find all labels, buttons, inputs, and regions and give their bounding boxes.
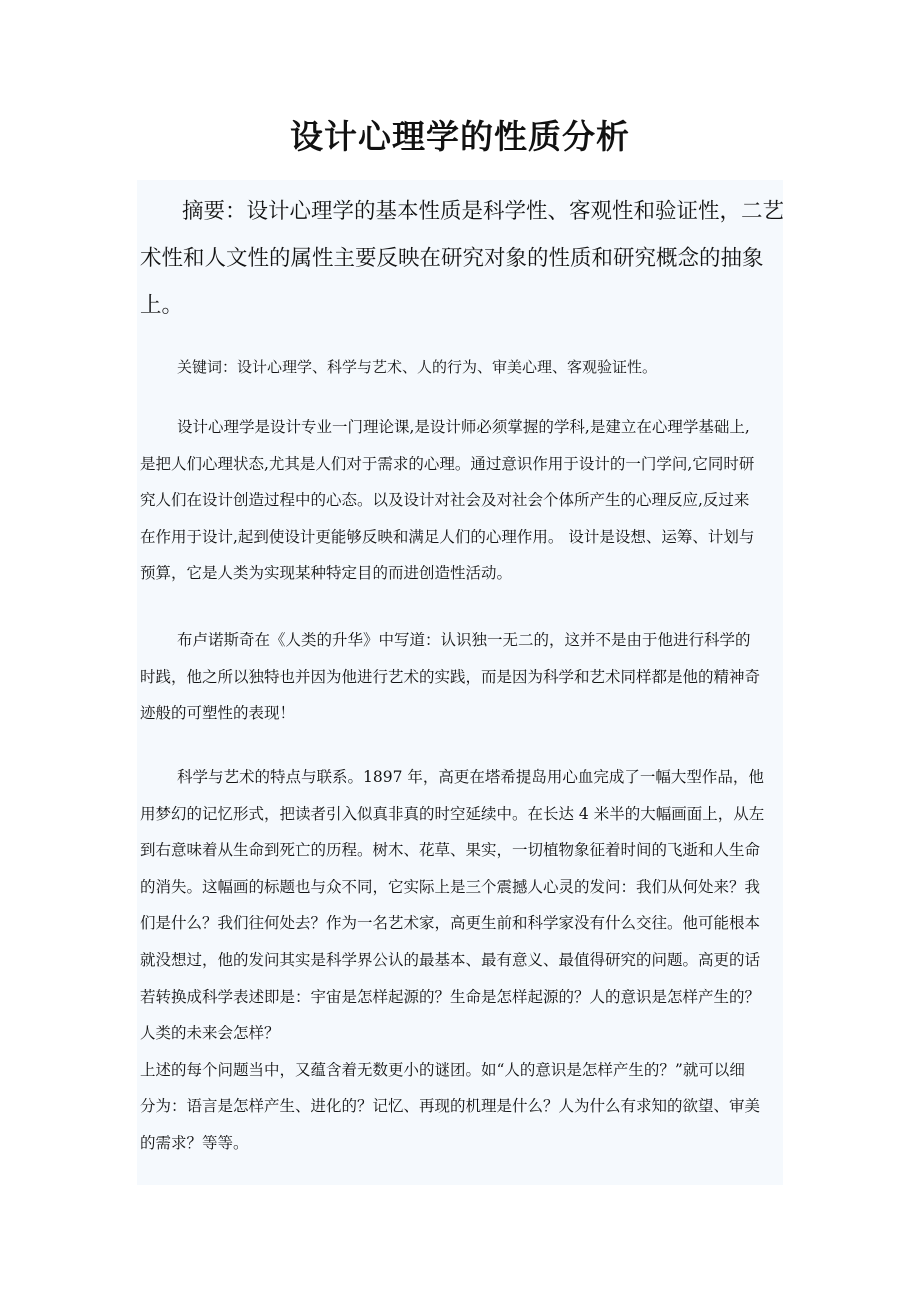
paragraph-line: 们是什么？我们往何处去？作为一名艺术家，高更生前和科学家没有什么交往。他可能根本 (140, 914, 761, 933)
paragraph-line: 就没想过，他的发问其实是科学界公认的最基本、最有意义、最值得研究的问题。高更的话 (140, 950, 761, 969)
paragraph-line: 布卢诺斯奇在《人类的升华》中写道：认识独一无二的，这并不是由于他进行科学的 (177, 631, 751, 649)
paragraph-line: 上述的每个问题当中，又蕴含着无数更小的谜团。如“人的意识是怎样产生的？”就可以细 (140, 1060, 745, 1079)
paragraph-line: 的需求？等等。 (140, 1133, 249, 1152)
paragraph-line: 人类的未来会怎样？ (140, 1024, 280, 1043)
paragraph-line: 分为：语言是怎样产生、进化的？记忆、再现的机理是什么？人为什么有求知的欲望、审美 (140, 1097, 761, 1116)
paragraph-line: 科学与艺术的特点与联系。1897 年，高更在塔希提岛用心血完成了一幅大型作品，他 (177, 768, 764, 786)
document-body (137, 180, 783, 1185)
paragraph-line: 时践，他之所以独特也并因为他进行艺术的实践，而是因为科学和艺术同样都是他的精神奇 (140, 667, 761, 686)
paragraph-line: 的消失。这幅画的标题也与众不同，它实际上是三个震撼人心灵的发问：我们从何处来？我 (140, 877, 761, 896)
paragraph-2 (140, 622, 760, 732)
abstract (140, 188, 784, 329)
paragraph-line: 在作用于设计,起到使设计更能够反映和满足人们的心理作用。 设计是设想、运筹、计划与 (140, 527, 755, 546)
abstract-line: 摘要：设计心理学的基本性质是科学性、客观性和验证性，二艺 (182, 199, 785, 224)
abstract-line: 术性和人文性的属性主要反映在研究对象的性质和研究概念的抽象 (140, 246, 764, 271)
paragraph-line: 迹般的可塑性的表现！ (140, 704, 296, 723)
document-title: 设计心理学的性质分析 (290, 117, 630, 156)
keywords: 关键词：设计心理学、科学与艺术、人的行为、审美心理、客观验证性。 (177, 358, 658, 376)
paragraph-line: 预算，它是人类为实现某种特定目的而进创造性活动。 (140, 564, 513, 583)
paragraph-line: 究人们在设计创造过程中的心态。以及设计对社会及对社会个体所产生的心理反应,反过来 (140, 491, 750, 510)
paragraph-line: 若转换成科学表述即是：宇宙是怎样起源的？生命是怎样起源的？人的意识是怎样产生的？ (140, 987, 761, 1006)
paragraph-line: 是把人们心理状态,尤其是人们对于需求的心理。通过意识作用于设计的一门学问,它同时研 (140, 454, 755, 473)
paragraph-line: 用梦幻的记忆形式，把读者引入似真非真的时空延续中。在长达 4 米半的大幅画面上，从左 (140, 804, 765, 823)
paragraph-line: 设计心理学是设计专业一门理论课,是设计师必须掌握的学科,是建立在心理学基础上, (177, 418, 750, 436)
paragraph-line: 到右意味着从生命到死亡的历程。树木、花草、果实，一切植物象征着时间的飞逝和人生命 (140, 841, 761, 860)
abstract-line: 上。 (140, 293, 184, 318)
paragraph-1 (140, 409, 754, 592)
paragraph-3 (140, 759, 764, 1162)
